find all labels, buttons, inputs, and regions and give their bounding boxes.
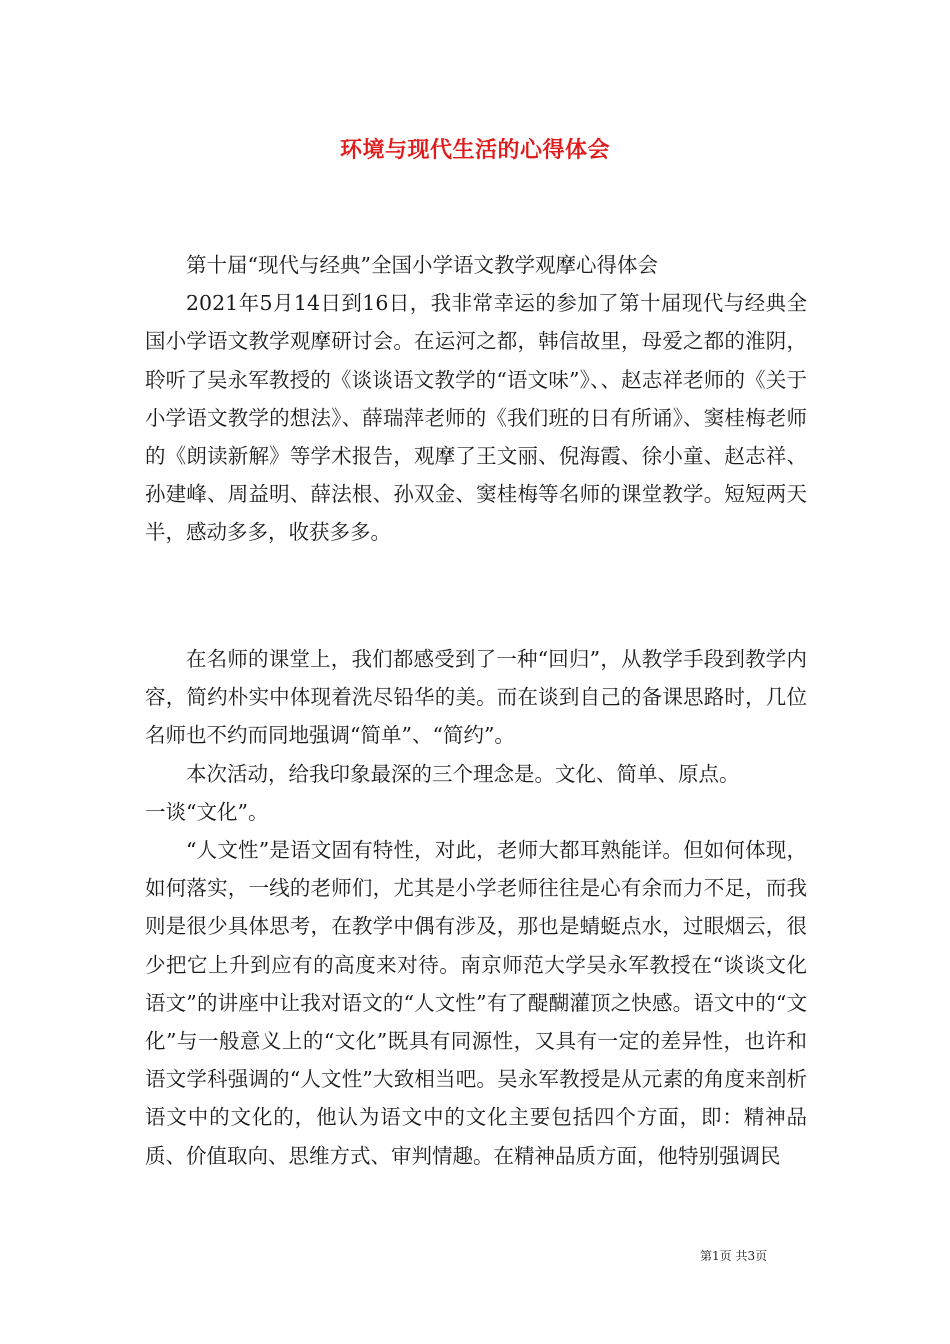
paragraph: 第十届“现代与经典”全国小学语文教学观摩心得体会	[186, 253, 658, 277]
intro-section	[145, 246, 807, 552]
paragraph: 本次活动，给我印象最深的三个理念是。文化、简单、原点。	[186, 761, 740, 786]
main-section	[145, 640, 807, 1175]
paragraph: 在名师的课堂上，我们都感受到了一种“回归”，从教学手段到教学内容，简约朴实中体现着洗尽铅华的美。而在谈到自己的备课思路时，几位名师也不约而同地强调“简单”、“简约”。	[145, 647, 807, 748]
page-number: 第1页 共3页	[700, 1249, 768, 1263]
document-title: 环境与现代生活的心得体会	[339, 137, 610, 163]
paragraph: “人文性”是语文固有特性，对此，老师大都耳熟能详。但如何体现，如何落实，一线的老师们，尤其是小学老师往往是心有余而力不足，而我则是很少具体思考，在教学中偶有涉及，那也是蜻蜓点水，过眼烟云，很少把它上升到应有的高度来对待。南京师范大学吴永军教授在“谈谈文化语文”的讲座中让我对语文的“人文性”有了醍醐灌顶之快感。语文中的“文化”与一般意义上的“文化”既具有同源性，又具有一定的差异性，也许和语文学科强调的“人文性”大致相当吧。吴永军教授是从元素的角度来剖析语文中的文化的，他认为语文中的文化主要包括四个方面，即：精神品质、价值取向、思维方式、审判情趣。在精神品质方面，他特别强调民	[145, 838, 807, 1168]
section-heading: 一谈“文化”。	[145, 799, 269, 824]
paragraph: 2021年5月14日到16日，我非常幸运的参加了第十届现代与经典全国小学语文教学观摩研讨会。在运河之都，韩信故里，母爱之都的淮阴，聆听了吴永军教授的《谈谈语文教学的“语文味”》、、赵志祥老师的《关于小学语文教学的想法》、薛瑞萍老师的《我们班的日有所诵》、窦桂梅老师的《朗读新解》等学术报告，观摩了王文丽、倪海霞、徐小童、赵志祥、孙建峰、周益明、薛法根、孙双金、窦桂梅等名师的课堂教学。短短两天半，感动多多，收获多多。	[145, 291, 807, 545]
